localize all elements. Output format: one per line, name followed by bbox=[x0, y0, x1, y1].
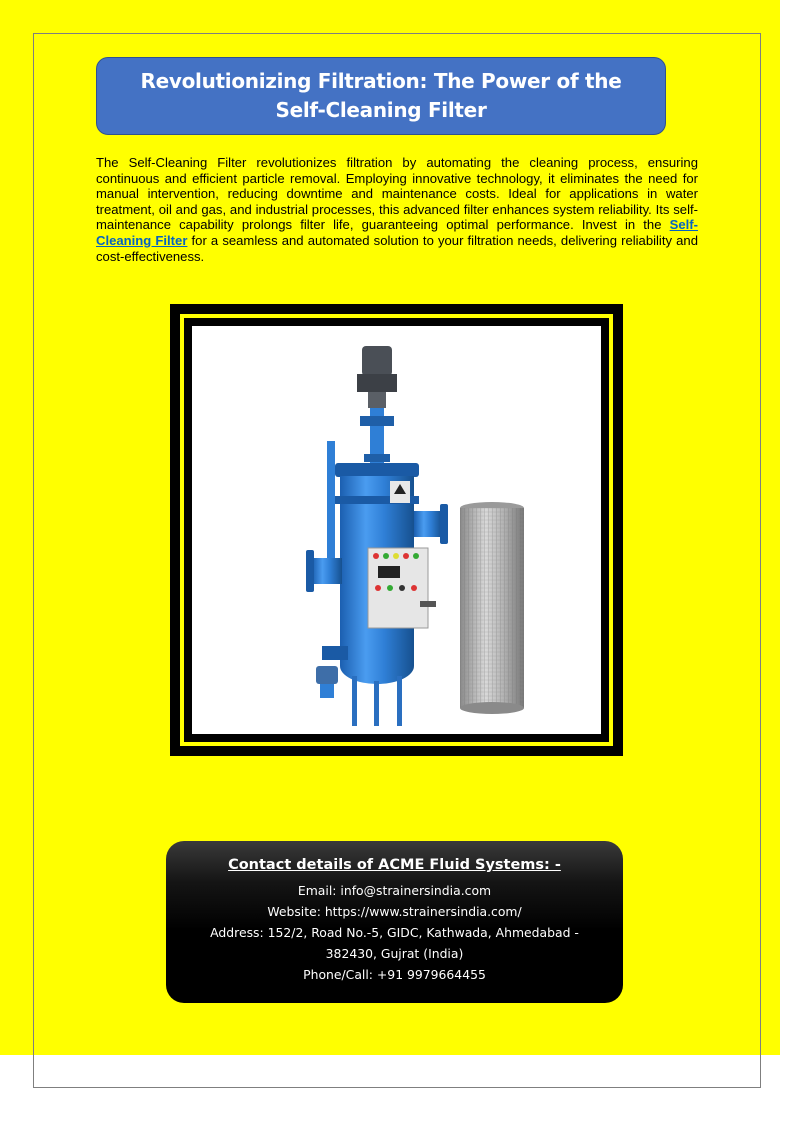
product-image-frame bbox=[170, 304, 623, 756]
intro-paragraph bbox=[96, 155, 698, 264]
self-cleaning-filter-photo bbox=[192, 326, 601, 734]
contact-address-line1: Address: 152/2, Road No.-5, GIDC, Kathwada, Ahmedabad - bbox=[210, 925, 579, 940]
title-banner bbox=[96, 57, 666, 135]
intro-text-after-link: for a seamless and automated solution to your filtration needs, delivering reliability and cost-effectiveness. bbox=[96, 232, 698, 264]
contact-email: Email: info@strainersindia.com bbox=[297, 883, 492, 898]
contact-phone: Phone/Call: +91 9979664455 bbox=[303, 967, 486, 982]
contact-heading: Contact details of ACME Fluid Systems: - bbox=[228, 857, 561, 873]
self-cleaning-filter-link[interactable]: Self-Cleaning Filter bbox=[96, 217, 698, 248]
page-title: Revolutionizing Filtration: The Power of the Self-Cleaning Filter bbox=[140, 69, 622, 122]
filter-illustration-icon bbox=[192, 326, 601, 734]
contact-details-box bbox=[166, 841, 623, 1003]
intro-text-before-link: The Self-Cleaning Filter revolutionizes filtration by automating the cleaning process, ensuring continuous and efficient particle removal. Employing innovative technology, it eliminates the need for manual intervention, reducing downtime and maintenance costs. Ideal for applications in water treatment, oil and gas, and industrial processes, this advanced filter enhances system reliability. Its self-maintenance capability prolongs filter life, guaranteeing optimal performance. Invest in the bbox=[96, 155, 698, 233]
contact-website: Website: https://www.strainersindia.com/ bbox=[267, 904, 522, 919]
contact-address-line2: 382430, Gujrat (India) bbox=[325, 946, 464, 961]
